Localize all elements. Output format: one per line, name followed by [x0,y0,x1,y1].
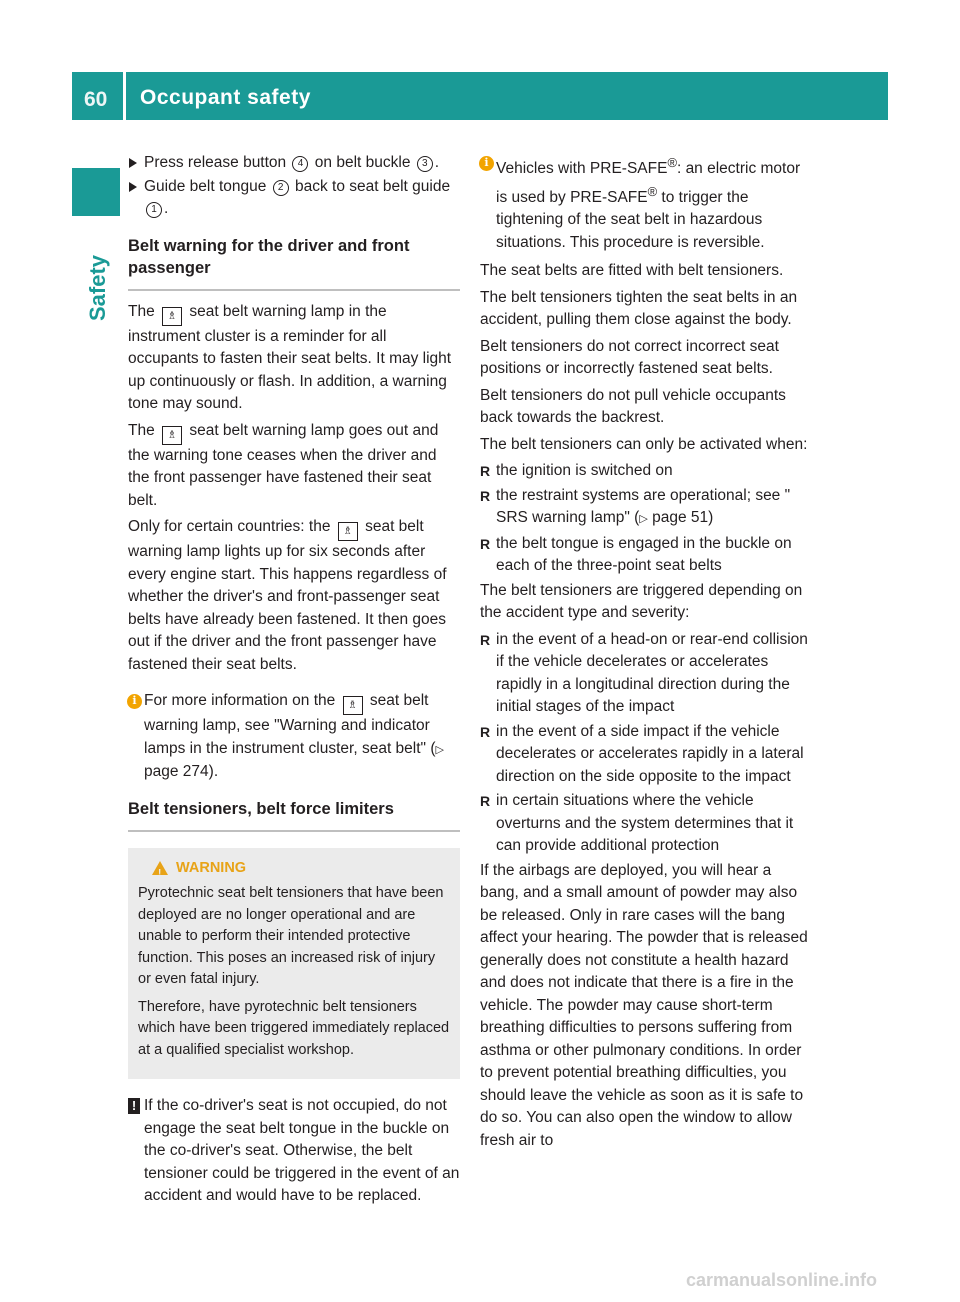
callout-number: 3 [417,156,433,172]
page-pointer-icon: ▷ [435,743,444,756]
body-paragraph: The belt tensioners are triggered depending on the accident type and severity: [480,581,803,622]
instruction-step: Guide belt tongue 2 back to seat belt guide 1 . [128,176,460,221]
list-item: R the belt tongue is engaged in the buckle on each of the three-point seat belts [480,534,792,575]
warning-text: Pyrotechnic seat belt tensioners that have been deployed are no longer operational and are unable to perform their intended protective function. This poses an increased risk of injury or even fatal injury. [138,885,444,987]
exclamation-icon: ! [128,1098,140,1114]
body-paragraph: The ♗ seat belt warning lamp goes out and the warning tone ceases when the driver and the front passenger have fastened their seat belt. [128,421,439,509]
section-title: Occupant safety [140,86,311,109]
body-paragraph: The ♗ seat belt warning lamp in the instrument cluster is a reminder for all occupants to fasten their seat belts. It may light up continuously or flash. In addition, a warning tone may sound. [128,302,452,412]
list-item: R the restraint systems are operational; see " SRS warning lamp" (▷ page 51) [480,486,791,527]
watermark: carmanualsonline.info [686,1270,878,1290]
warning-box [128,848,460,1080]
body-paragraph: The belt tensioners can only be activated when: [480,435,808,453]
body-paragraph: The belt tensioners tighten the seat belts in an accident, pulling them close against the body. [480,288,798,329]
section-heading: Belt warning for the driver and front passenger [128,235,460,291]
body-paragraph: The seat belts are fitted with belt tensioners. [480,262,784,280]
header-divider [123,72,126,120]
seat-belt-warning-icon: ♗ [162,426,182,445]
body-paragraph: If the airbags are deployed, you will hear a bang, and a small amount of powder may also be released. Only in rare cases will the bang affect your hearing. The powder that is released generally does not constitute a health hazard and does not indicate that there is a fire in the vehicle. The powder may cause short-term breathing difficulties to persons suffering from asthma or other pulmonary conditions. In order to prevent potential breathing difficulties, you should leave the vehicle as soon as it is safe to do so. You can also open the window to allow fresh air to [480,861,808,1149]
section-heading: Belt tensioners, belt force limiters [128,798,460,832]
list-item: R the ignition is switched on [480,462,673,480]
callout-number: 2 [273,180,289,196]
warning-text: Therefore, have pyrotechnic belt tensioners which have been triggered immediately replaced at a qualified specialist workshop. [138,998,450,1058]
callout-number: 1 [146,202,162,218]
body-paragraph: Belt tensioners do not correct incorrect seat positions or incorrectly fastened seat belts. [480,337,779,378]
list-item: R in the event of a side impact if the vehicle decelerates or accelerates rapidly in a lateral direction on the side opposite to the impact [480,722,804,785]
side-tab-marker [72,168,120,216]
callout-number: 4 [292,156,308,172]
body-paragraph: Belt tensioners do not pull vehicle occupants back towards the backrest. [480,386,786,427]
page-reference-link[interactable]: page 51 [652,509,709,527]
seat-belt-warning-icon: ♗ [338,522,358,541]
page-reference-link[interactable]: page 274 [144,763,209,780]
step-arrow-icon [129,158,137,168]
info-note: i For more information on the ♗ seat belt warning lamp, see "Warning and indicator lamps in the instrument cluster, seat belt" (▷ page 274). [128,690,460,784]
seat-belt-warning-icon: ♗ [162,307,182,326]
warning-header: ! WARNING [152,858,450,880]
step-arrow-icon [129,182,137,192]
side-tab-label: Safety [85,254,110,322]
seat-belt-warning-icon: ♗ [343,696,363,715]
warning-triangle-icon [152,861,168,875]
page-pointer-icon: ▷ [639,513,648,526]
info-note: i Vehicles with PRE-SAFE®: an electric motor is used by PRE-SAFE® to trigger the tightening of the seat belt in hazardous situations. This procedure is reversible. [480,152,813,254]
instruction-step: Press release button 4 on belt buckle 3 . [128,152,460,175]
list-item: R in certain situations where the vehicle overturns and the system determines that it can provide additional protection [480,792,794,855]
left-column [128,152,460,1214]
list-item: R in the event of a head-on or rear-end collision if the vehicle decelerates or accelerates rapidly in a longitudinal direction during the initial stages of the impact [480,630,808,716]
right-column [480,152,813,1156]
body-paragraph: Only for certain countries: the ♗ seat belt warning lamp lights up for six seconds after every engine start. This happens regardless of whether the driver's and front-passenger seat belts have already been fastened. It then goes out if the driver and the front passenger have fastened their seat belts. [128,518,447,673]
caution-note: ! If the co-driver's seat is not occupied, do not engage the seat belt tongue in the buckle on the co-driver's seat. Otherwise, the belt tensioner could be triggered in the event of an accident and would have to be replaced. [128,1095,460,1208]
info-icon: i [479,156,494,171]
page-number: 60 [84,88,108,111]
info-icon: i [127,694,142,709]
